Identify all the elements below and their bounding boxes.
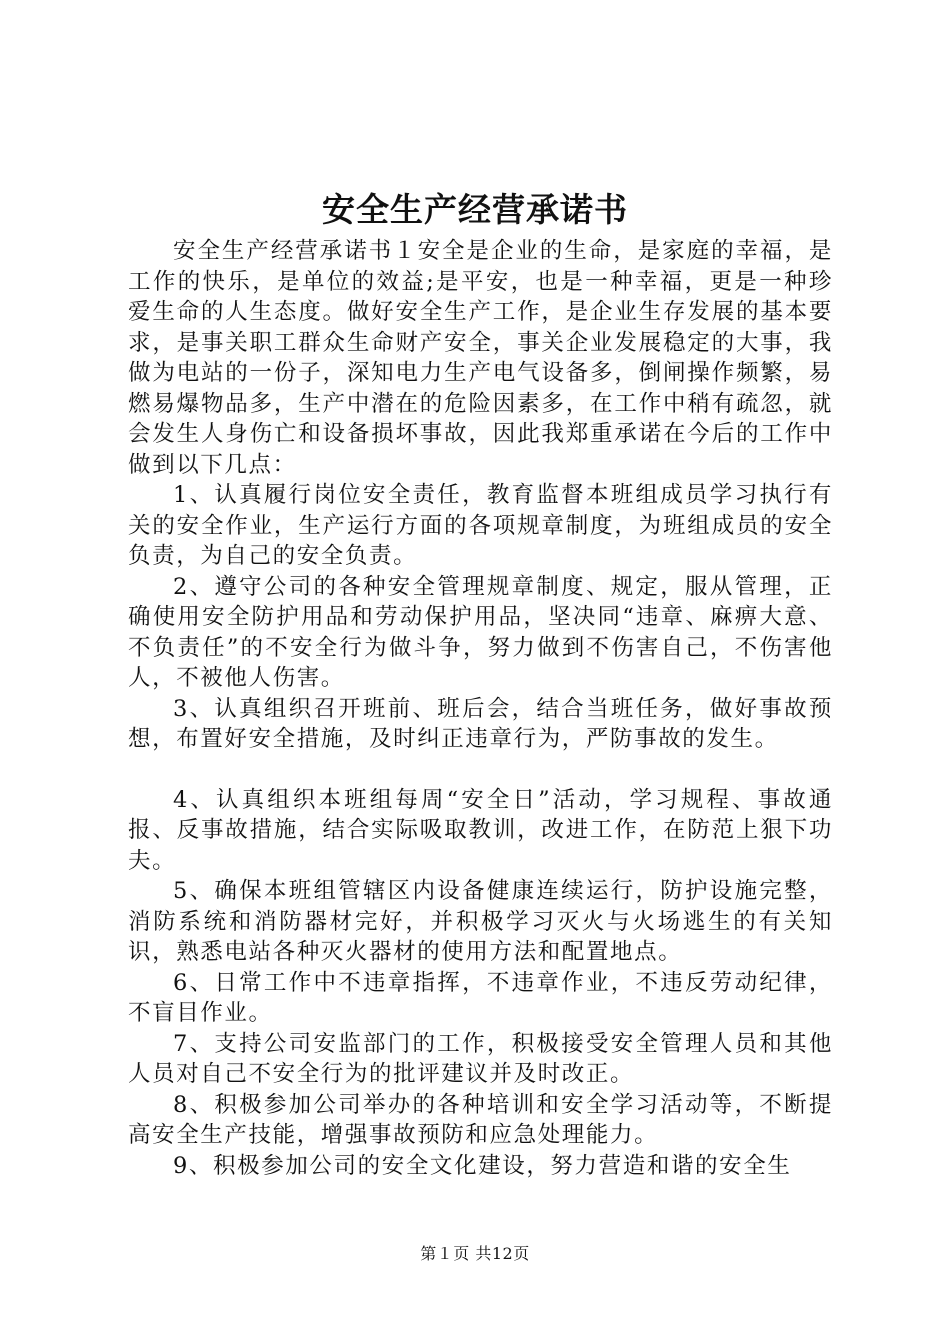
commitment-item-5: 5、确保本班组管辖区内设备健康连续运行，防护设施完整，消防系统和消防器材完好，并积极学习灭火与火场逃生的有关知识，熟悉电站各种灭火器材的使用方法和配置地点。 <box>128 878 833 965</box>
commitment-item-6: 6、日常工作中不违章指挥，不违章作业，不违反劳动纪律，不盲目作业。 <box>128 969 833 1026</box>
commitment-item-1: 1、认真履行岗位安全责任，教育监督本班组成员学习执行有关的安全作业，生产运行方面的各项规章制度，为班组成员的安全负责，为自己的安全负责。 <box>128 482 833 569</box>
commitment-item-2: 2、遵守公司的各种安全管理规章制度、规定，服从管理，正确使用安全防护用品和劳动保护用品，坚决同“违章、麻痹大意、不负责任”的不安全行为做斗争，努力做到不伤害自己，不伤害他人，不被他人伤害。 <box>128 573 833 691</box>
document-body <box>128 236 833 1181</box>
page-footer: 第１页 共12页 <box>420 1244 530 1263</box>
commitment-item-4: 4、认真组织本班组每周“安全日”活动，学习规程、事故通报、反事故措施，结合实际吸取教训，改进工作，在防范上狠下功夫。 <box>128 786 833 874</box>
commitment-item-7: 7、支持公司安监部门的工作，积极接受安全管理人员和其他人员对自己不安全行为的批评建议并及时改正。 <box>128 1030 833 1087</box>
document-title: 安全生产经营承诺书 <box>322 190 628 229</box>
commitment-item-3: 3、认真组织召开班前、班后会，结合当班任务，做好事故预想，布置好安全措施，及时纠正违章行为，严防事故的发生。 <box>128 695 833 752</box>
commitment-item-8: 8、积极参加公司举办的各种培训和安全学习活动等，不断提高安全生产技能，增强事故预防和应急处理能力。 <box>128 1091 833 1148</box>
intro-paragraph: 安全生产经营承诺书１安全是企业的生命，是家庭的幸福，是工作的快乐，是单位的效益;是平安，也是一种幸福，更是一种珍爱生命的人生态度。做好安全生产工作，是企业生存发展的基本要求，是事关职工群众生命财产安全，事关企业发展稳定的大事，我做为电站的一份子，深知电力生产电气设备多，倒闸操作频繁，易燃易爆物品多，生产中潜在的危险因素多，在工作中稍有疏忽，就会发生人身伤亡和设备损坏事故，因此我郑重承诺在今后的工作中做到以下几点： <box>128 238 833 478</box>
commitment-item-9: 9、积极参加公司的安全文化建设，努力营造和谐的安全生 <box>173 1152 792 1179</box>
